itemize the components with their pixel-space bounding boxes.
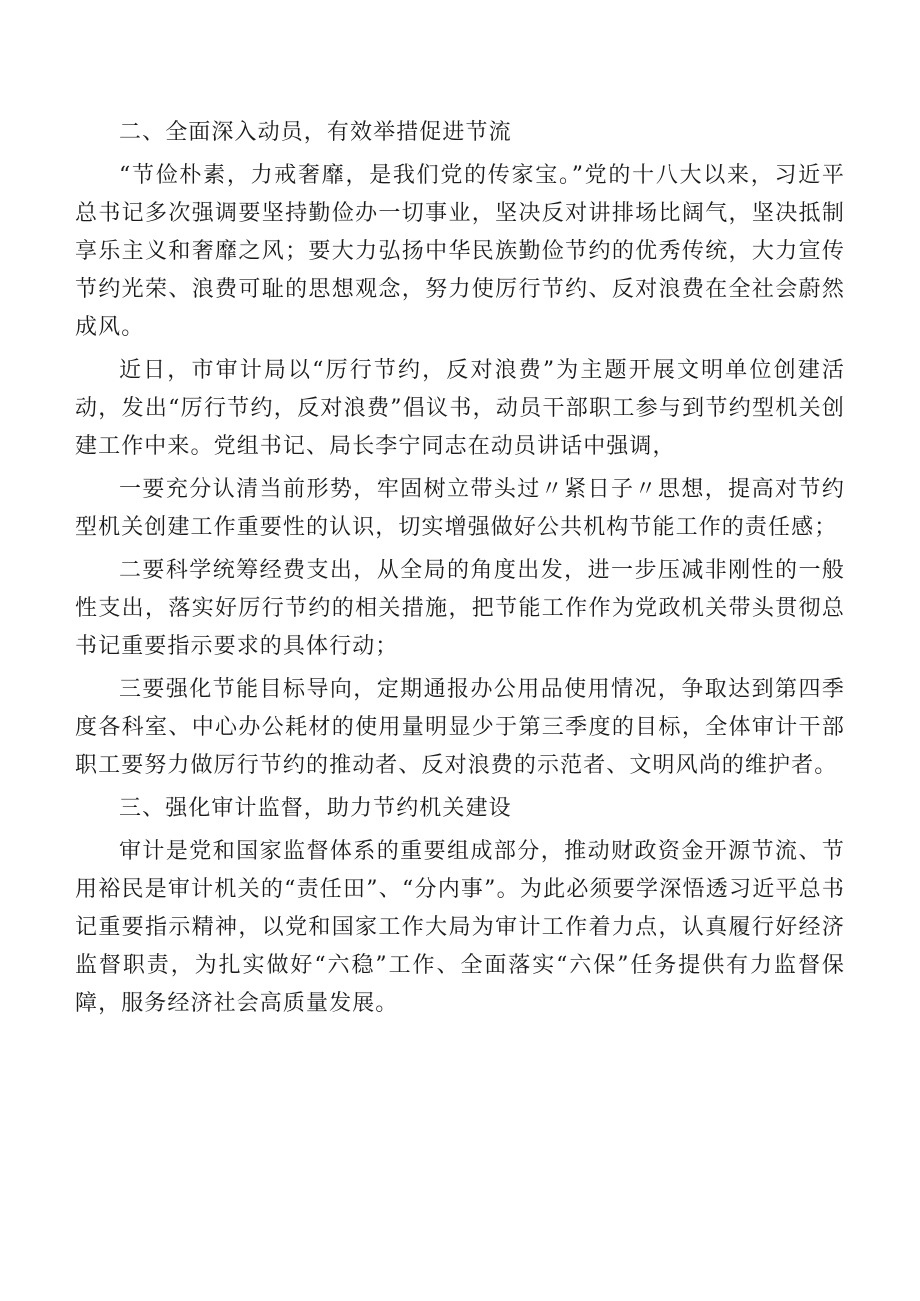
section-3-heading: 三、强化审计监督，助力节约机关建设 [119, 796, 512, 821]
paragraph-audit-supervision: 审计是党和国家监督体系的重要组成部分，推动财政资金开源节流、节用裕民是审计机关的“责任田”、“分内事”。为此必须要学深悟透习近平总书记重要指示精神，以党和国家工作大局为审计工作着力点，认真履行好经济监督职责，为扎实做好“六稳”工作、全面落实“六保”任务提供有力监督保障，服务经济社会高质量发展。 [75, 839, 845, 1016]
section-2-heading: 二、全面深入动员，有效举措促进节流 [119, 120, 512, 145]
document-body [75, 114, 845, 1023]
paragraph-frugality-quote: “节俭朴素，力戒奢靡，是我们党的传家宝。”党的十八大以来，习近平总书记多次强调要坚持勤俭办一切事业，坚决反对讲排场比阔气，坚决抵制享乐主义和奢靡之风；要大力弘扬中华民族勤俭节约的优秀传统，大力宣传节约光荣、浪费可耻的思想观念，努力使厉行节约、反对浪费在全社会蔚然成风。 [75, 163, 845, 340]
paragraph-audit-bureau-campaign: 近日，市审计局以“厉行节约，反对浪费”为主题开展文明单位创建活动，发出“厉行节约，反对浪费”倡议书，动员干部职工参与到节约型机关创建工作中来。党组书记、局长李宁同志在动员讲话中强调， [75, 358, 845, 459]
paragraph-point-three: 三要强化节能目标导向，定期通报办公用品使用情况，争取达到第四季度各科室、中心办公耗材的使用量明显少于第三季度的目标，全体审计干部职工要努力做厉行节约的推动者、反对浪费的示范者、文明风尚的维护者。 [75, 677, 845, 778]
paragraph-point-one: 一要充分认清当前形势，牢固树立带头过〃紧日子〃思想，提高对节约型机关创建工作重要性的认识，切实增强做好公共机构节能工作的责任感； [75, 477, 845, 540]
paragraph-point-two: 二要科学统筹经费支出，从全局的角度出发，进一步压减非刚性的一般性支出，落实好厉行节约的相关措施，把节能工作作为党政机关带头贯彻总书记重要指示要求的具体行动； [75, 558, 845, 659]
